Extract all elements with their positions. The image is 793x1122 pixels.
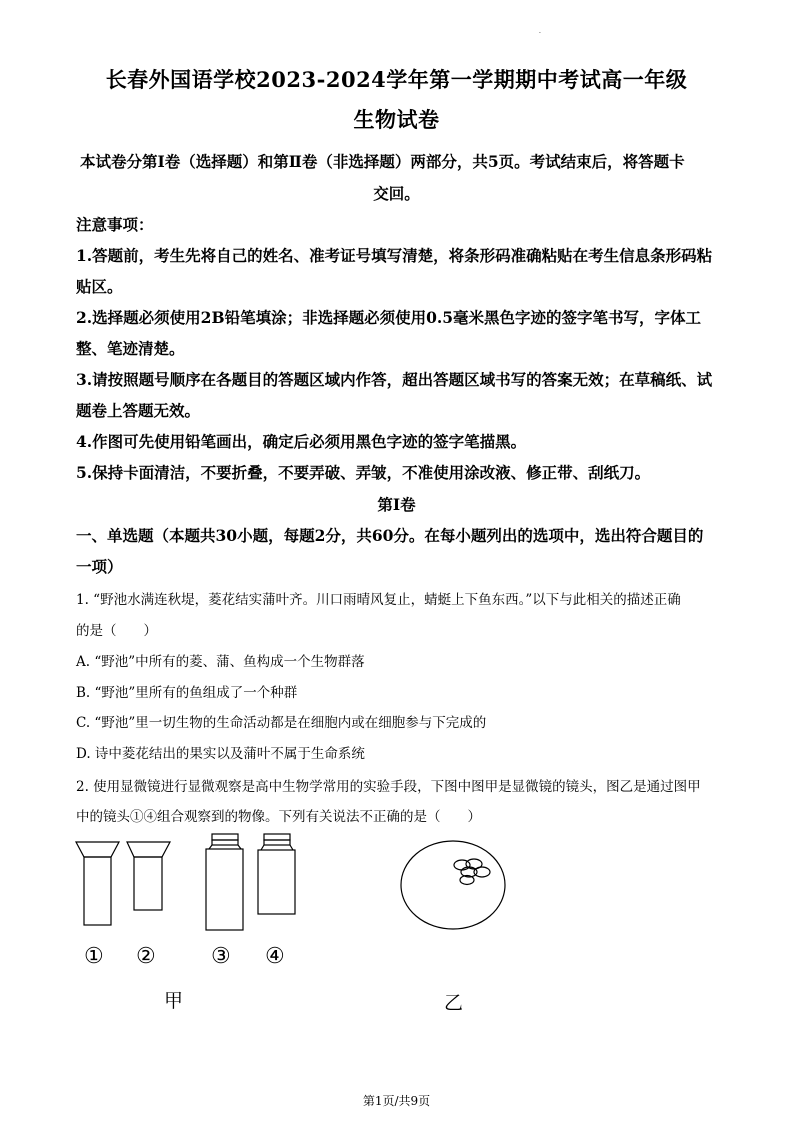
part-heading-line1: 一、单选题（本题共30小题，每题2分，共60分。在每小题列出的选项中，选出符合题目的 (76, 526, 704, 545)
lens-label-1: ① (84, 944, 104, 969)
eyepiece-lens-2-icon (127, 842, 170, 910)
notes-heading: 注意事项： (76, 215, 154, 234)
lens-label-2: ② (136, 944, 156, 969)
note-3-line2: 题卷上答题无效。 (76, 401, 201, 420)
objective-lens-3-icon (206, 834, 243, 930)
cells-icon (454, 859, 490, 885)
page-number: 第1页/共9页 (362, 1094, 431, 1108)
q1-option-d: D. 诗中菱花结出的果实以及蒲叶不属于生命系统 (76, 746, 365, 762)
intro-line1: 本试卷分第Ⅰ卷（选择题）和第Ⅱ卷（非选择题）两部分，共5页。考试结束后，将答题卡 (80, 152, 685, 171)
lens-label-4: ④ (265, 944, 285, 969)
note-3-line1: 3.请按照题号顺序在各题目的答题区域内作答，超出答题区域书写的答案无效；在草稿纸、试 (76, 370, 713, 389)
exam-title-line1: 长春外国语学校2023-2024学年第一学期期中考试高一年级 (105, 67, 688, 92)
q2-stem-line1: 2. 使用显微镜进行显微观察是高中生物学常用的实验手段，下图中图甲是显微镜的镜头，图乙是通过图甲 (76, 779, 701, 795)
q1-stem-line1: 1. “野池水满连秋堤，菱花结实蒲叶齐。川口雨晴风复止，蜻蜓上下鱼东西。”以下与此相关的描述正确 (76, 592, 681, 608)
note-2-line1: 2.选择题必须使用2B铅笔填涂；非选择题必须使用0.5毫米黑色字迹的签字笔书写，字体工 (76, 308, 702, 327)
volume-title: 第I卷 (377, 495, 416, 514)
part-heading-line2: 一项） (76, 557, 123, 576)
q1-option-a: A. “野池”中所有的菱、蒲、鱼构成一个生物群落 (76, 654, 365, 670)
figure-caption-jia: 甲 (164, 990, 184, 1012)
figure-caption-yi: 乙 (444, 992, 464, 1014)
q1-stem-line2: 的是（ ） (76, 623, 157, 639)
q2-stem-line2: 中的镜头①④组合观察到的物像。下列有关说法不正确的是（ ） (76, 809, 481, 825)
eyepiece-lens-1-icon (76, 842, 119, 925)
exam-title-line2: 生物试卷 (353, 107, 440, 132)
note-2-line2: 整、笔迹清楚。 (76, 339, 185, 358)
note-5: 5.保持卡面清洁，不要折叠，不要弄破、弄皱，不准使用涂改液、修正带、刮纸刀。 (76, 463, 651, 482)
intro-line2: 交回。 (373, 184, 420, 203)
note-1-line2: 贴区。 (76, 277, 123, 296)
q1-option-b: B. “野池”里所有的鱼组成了一个种群 (76, 685, 298, 701)
figure-yi-view (401, 841, 505, 929)
field-of-view-icon (401, 841, 505, 929)
note-4: 4.作图可先使用铅笔画出，确定后必须用黑色字迹的签字笔描黑。 (76, 432, 527, 451)
note-1-line1: 1.答题前，考生先将自己的姓名、准考证号填写清楚，将条形码准确粘贴在考生信息条形码粘 (76, 246, 713, 265)
objective-lens-4-icon (258, 834, 295, 914)
lens-label-3: ③ (211, 944, 231, 969)
q1-option-c: C. “野池”里一切生物的生命活动都是在细胞内或在细胞参与下完成的 (76, 715, 487, 731)
page-dot: · (539, 30, 541, 37)
